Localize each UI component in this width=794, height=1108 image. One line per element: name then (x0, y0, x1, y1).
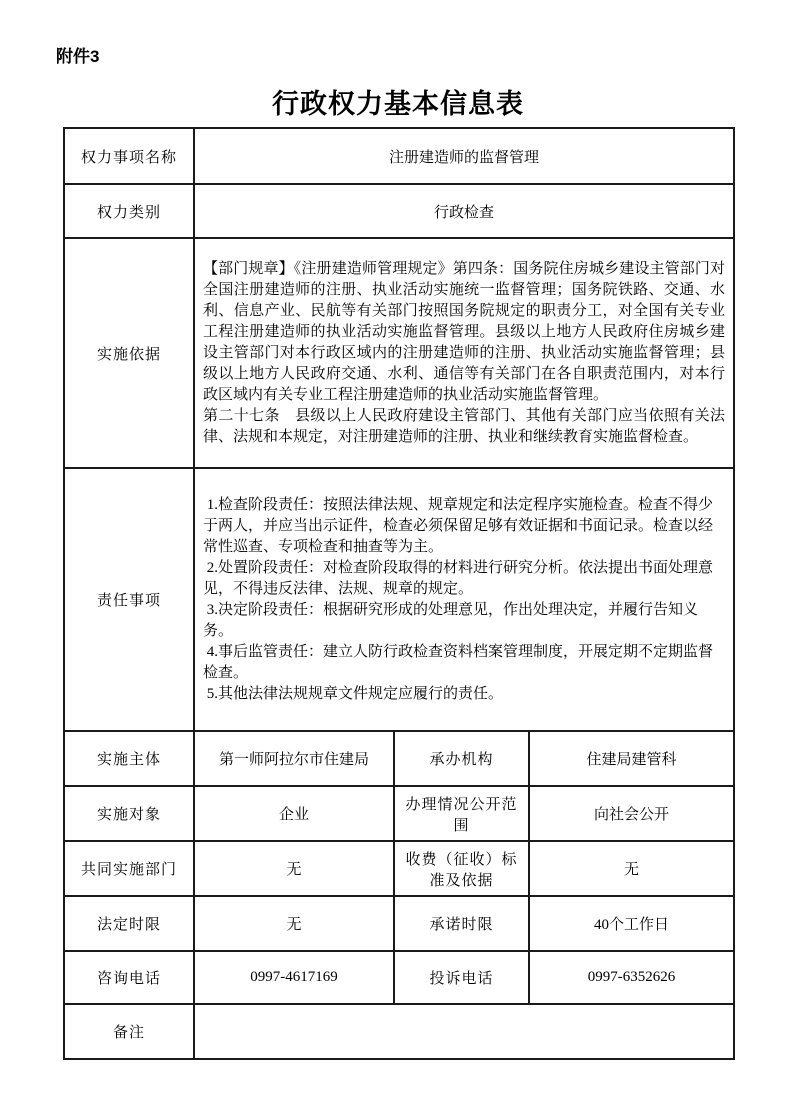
info-table (63, 127, 735, 1060)
row-implementation-basis (64, 238, 734, 468)
row-value-power-name: 注册建造师的监督管理 (194, 128, 734, 184)
row-duty-items (64, 468, 734, 731)
row-power-category (64, 184, 734, 238)
page-title: 行政权力基本信息表 (272, 89, 524, 119)
row-label-implementing-subject: 实施主体 (64, 731, 194, 786)
row-value-disclosure-scope: 向社会公开 (529, 786, 734, 841)
row-label-handling-agency: 承办机构 (394, 731, 529, 786)
basis-paragraph-2: 第二十七条 县级以上人民政府建设主管部门、其他有关部门应当依照有关法律、法规和本规定，对注册建造师的注册、执业和继续教育实施监督检查。 (203, 407, 726, 445)
duty-item-5: 5.其他法律法规规章文件规定应履行的责任。 (203, 685, 504, 702)
row-label-power-name: 权力事项名称 (64, 128, 194, 184)
row-label-complaint-phone: 投诉电话 (394, 951, 529, 1004)
row-value-implementation-target: 企业 (194, 786, 394, 841)
row-value-implementing-subject: 第一师阿拉尔市住建局 (194, 731, 394, 786)
duty-item-4: 4.事后监管责任：建立人防行政检查资料档案管理制度，开展定期不定期监督检查。 (203, 643, 714, 681)
duty-item-2: 2.处置阶段责任：对检查阶段取得的材料进行研究分析。依法提出书面处理意见，不得违反法律、法规、规章的规定。 (203, 559, 714, 597)
row-label-implementation-basis: 实施依据 (64, 238, 194, 468)
row-label-power-category: 权力类别 (64, 184, 194, 238)
row-joint-departments (64, 841, 734, 896)
row-remarks (64, 1004, 734, 1059)
row-value-inquiry-phone: 0997-4617169 (194, 951, 394, 1004)
row-label-statutory-deadline: 法定时限 (64, 896, 194, 951)
row-implementation-target (64, 786, 734, 841)
row-implementing-subject (64, 731, 734, 786)
row-value-joint-departments: 无 (194, 841, 394, 896)
row-label-remarks: 备注 (64, 1004, 194, 1059)
row-value-handling-agency: 住建局建管科 (529, 731, 734, 786)
row-power-name (64, 128, 734, 184)
row-value-statutory-deadline: 无 (194, 896, 394, 951)
row-label-promised-deadline: 承诺时限 (394, 896, 529, 951)
row-label-disclosure-scope: 办理情况公开范围 (394, 786, 529, 841)
duty-item-3: 3.决定阶段责任：根据研究形成的处理意见，作出处理决定，并履行告知义务。 (203, 601, 699, 639)
row-label-implementation-target: 实施对象 (64, 786, 194, 841)
row-value-remarks (194, 1004, 734, 1059)
row-value-power-category: 行政检查 (194, 184, 734, 238)
duty-item-1: 1.检查阶段责任：按照法律法规、规章规定和法定程序实施检查。检查不得少于两人，并应当出示证件，检查必须保留足够有效证据和书面记录。检查以经常性巡查、专项检查和抽查等为主。 (203, 496, 714, 555)
row-label-fee-standard: 收费（征收）标准及依据 (394, 841, 529, 896)
row-value-fee-standard: 无 (529, 841, 734, 896)
row-phones (64, 951, 734, 1004)
row-value-implementation-basis (194, 238, 734, 468)
row-label-duty-items: 责任事项 (64, 468, 194, 731)
basis-paragraph-1: 【部门规章】《注册建造师管理规定》第四条：国务院住房城乡建设主管部门对全国注册建造师的注册、执业活动实施统一监督管理；国务院铁路、交通、水利、信息产业、民航等有关部门按照国务院规定的职责分工，对全国有关专业工程注册建造师的执业活动实施监督管理。县级以上地方人民政府住房城乡建设主管部门对本行政区域内的注册建造师的注册、执业活动实施监督管理；县级以上地方人民政府交通、水利、通信等有关部门在各自职责范围内，对本行政区域内有关专业工程注册建造师的执业活动实施监督管理。 (203, 260, 726, 403)
row-label-joint-departments: 共同实施部门 (64, 841, 194, 896)
row-value-duty-items (194, 468, 734, 731)
row-label-inquiry-phone: 咨询电话 (64, 951, 194, 1004)
row-statutory-deadline (64, 896, 734, 951)
attachment-label: 附件3 (56, 47, 100, 66)
row-value-complaint-phone: 0997-6352626 (529, 951, 734, 1004)
row-value-promised-deadline: 40个工作日 (529, 896, 734, 951)
